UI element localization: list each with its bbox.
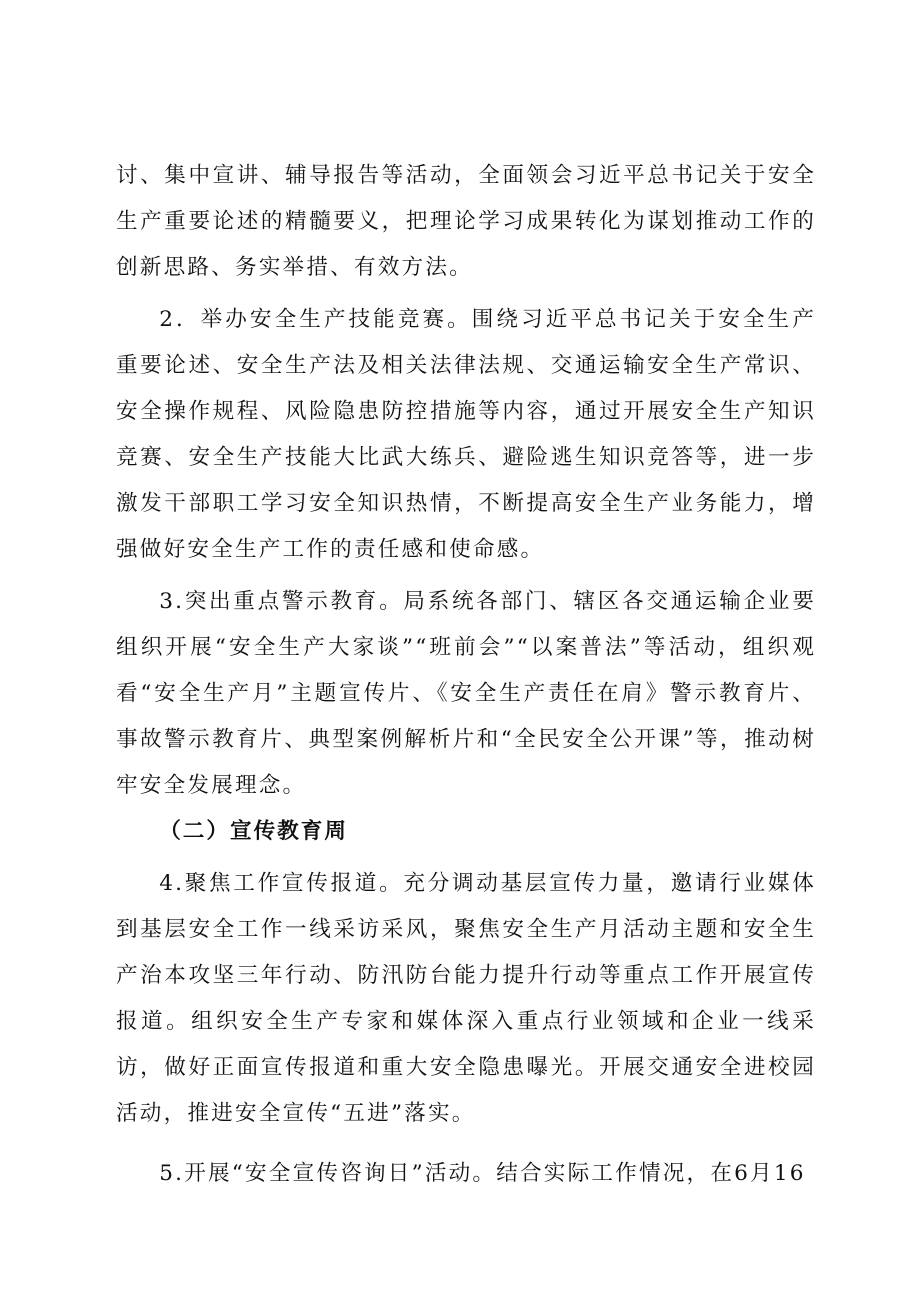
paragraph-item-3: 3.突出重点警示教育。局系统各部门、辖区各交通运输企业要组织开展“安全生产大家谈”“班前会”“以案普法”等活动，组织观看“安全生产月”主题宣传片、《安全生产责任在肩》警示教育片、事故警示教育片、典型案例解析片和“全民安全公开课”等，推动树牢安全发展理念。	[116, 589, 816, 798]
paragraph-item-4: 4.聚焦工作宣传报道。充分调动基层宣传力量，邀请行业媒体到基层安全工作一线采访采风，聚焦安全生产月活动主题和安全生产治本攻坚三年行动、防汛防台能力提升行动等重点工作开展宣传报道。组织安全生产专家和媒体深入重点行业领域和企业一线采访，做好正面宣传报道和重大安全隐患曝光。开展交通安全进校园活动，推进安全宣传“五进”落实。	[116, 871, 816, 1126]
paragraph-item-5: 5.开展“安全宣传咨询日”活动。结合实际工作情况，在6月16	[159, 1161, 806, 1186]
document-body	[116, 153, 816, 1197]
paragraph-item-2: 2．举办安全生产技能竞赛。围绕习近平总书记关于安全生产重要论述、安全生产法及相关法律法规、交通运输安全生产常识、安全操作规程、风险隐患防控措施等内容，通过开展安全生产知识竞赛、安全生产技能大比武大练兵、避险逃生知识竞答等，进一步激发干部职工学习安全知识热情，不断提高安全生产业务能力，增强做好安全生产工作的责任感和使命感。	[116, 307, 816, 562]
section-heading: （二）宣传教育周	[159, 819, 348, 844]
paragraph-continued: 讨、集中宣讲、辅导报告等活动，全面领会习近平总书记关于安全生产重要论述的精髓要义，把理论学习成果转化为谋划推动工作的创新思路、务实举措、有效方法。	[116, 163, 816, 280]
